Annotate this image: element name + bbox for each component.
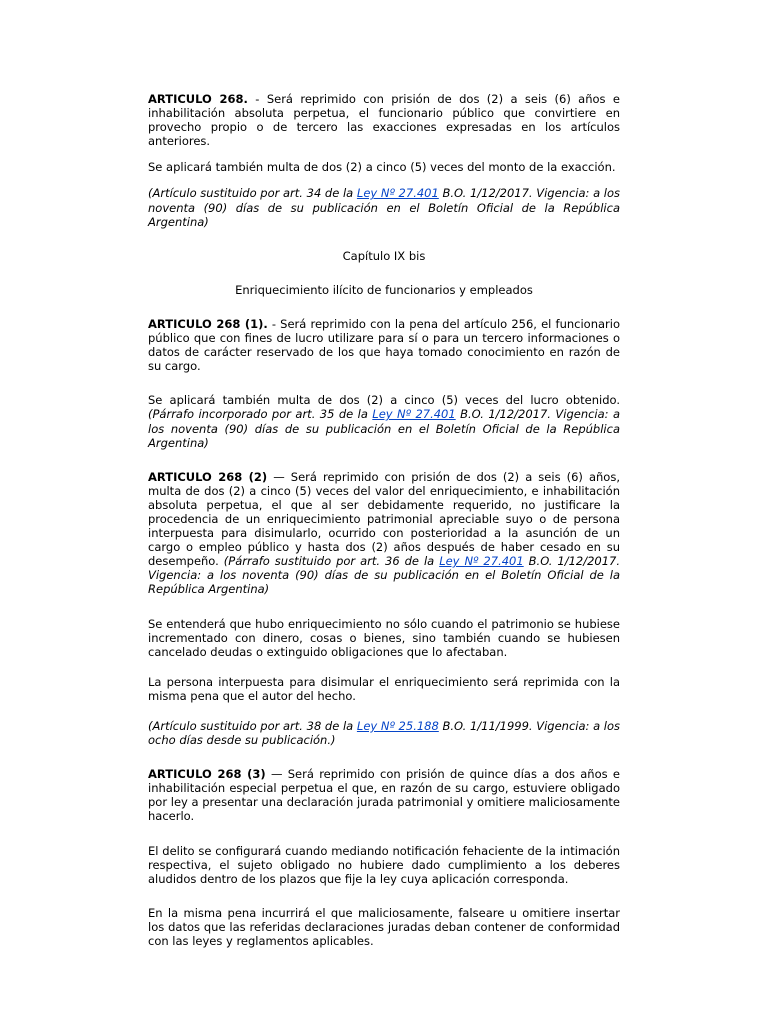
note-text: B.O. 1/11/1999. Vigencia: a los ocho días desde su publicación.): [148, 719, 621, 748]
note-text: (Párrafo sustituido por art. 36 de la: [223, 554, 440, 569]
article-heading: ARTICULO 268.: [148, 92, 248, 106]
note-text: B.O. 1/12/2017. Vigencia: a los noventa (90) días de su publicación en el Boletín Oficial de la República Argentina): [148, 407, 621, 450]
chapter-subtitle: Enriquecimiento ilícito de funcionarios y empleados: [235, 282, 533, 297]
article-text: - Será reprimido con prisión de dos (2) a seis (6) años e inhabilitación absoluta perpetua, el funcionario público que convirtiere en provecho propio o de tercero las exacciones expresadas en los artículos anteriores.: [148, 92, 620, 149]
law-link[interactable]: Ley Nº 27.401: [439, 554, 524, 569]
note-text: (Párrafo incorporado por art. 35 de la: [148, 407, 373, 422]
article-268-3: [148, 767, 620, 823]
article-paragraph: La persona interpuesta para disimular el enriquecimiento será reprimida con la misma pena que el autor del hecho.: [148, 674, 620, 703]
article-268-2: [148, 470, 620, 597]
law-link[interactable]: Ley Nº 27.401: [356, 186, 439, 201]
document-page: [148, 92, 620, 948]
law-link[interactable]: Ley Nº 27.401: [372, 407, 456, 422]
article-paragraph: [148, 393, 620, 449]
article-heading: ARTICULO 268 (3): [148, 767, 266, 782]
article-heading: ARTICULO 268 (1).: [148, 316, 268, 331]
law-link[interactable]: Ley Nº 25.188: [356, 719, 439, 733]
article-paragraph: Se aplicará también multa de dos (2) a cinco (5) veces del monto de la exacción.: [148, 160, 616, 175]
article-text: — Será reprimido con prisión de dos (2) a seis (6) años, multa de dos (2) a cinco (5) veces del valor del enriquecimiento, e inhabilitación absoluta perpetua, el que al ser debidamente requerido, no justificare la procedencia de un enriquecimiento patrimonial apreciable suyo o de persona interpuesta para disimularlo, ocurrido con posterioridad a la asunción de un cargo o empleo público y hasta dos (2) años después de haber cesado en su desempeño.: [148, 469, 620, 569]
article-268: [148, 92, 620, 148]
article-268-1: [148, 317, 620, 373]
article-heading: ARTICULO 268 (2): [148, 469, 268, 484]
article-text: - Será reprimido con la pena del artículo 256, el funcionario público que con fines de lucro utilizare para sí o para un tercero informaciones o datos de carácter reservado de los que haya tomado conocimiento en razón de su cargo.: [148, 316, 620, 374]
note-text: (Artículo sustituido por art. 38 de la: [148, 719, 357, 733]
article-paragraph: Se entenderá que hubo enriquecimiento no sólo cuando el patrimonio se hubiese incrementado con dinero, cosas o bienes, sino también cuando se hubiesen cancelado deudas o extinguido obligaciones que lo afectaban.: [148, 616, 620, 659]
note-text: B.O. 1/12/2017. Vigencia: a los noventa (90) días de su publicación en el Boletín Oficial de la República Argentina): [148, 554, 621, 597]
amendment-note: [148, 719, 620, 747]
note-text: B.O. 1/12/2017. Vigencia: a los noventa (90) días de su publicación en el Boletín Oficial de la República Argentina): [148, 186, 621, 229]
article-paragraph: El delito se configurará cuando mediando notificación fehaciente de la intimación respectiva, el sujeto obligado no hubiere dado cumplimiento a los deberes aludidos dentro de los plazos que fije la ley cuya aplicación corresponda.: [148, 843, 620, 886]
note-text: (Artículo sustituido por art. 34 de la: [148, 186, 357, 201]
chapter-title: Capítulo IX bis: [342, 248, 426, 263]
article-text: — Será reprimido con prisión de quince días a dos años e inhabilitación especial perpetua el que, en razón de su cargo, estuviere obligado por ley a presentar una declaración jurada patrimonial y omitiere maliciosamente hacerlo.: [148, 767, 620, 824]
article-paragraph: En la misma pena incurrirá el que maliciosamente, falseare u omitiere insertar los datos que las referidas declaraciones juradas deban contener de conformidad con las leyes y reglamentos aplicables.: [148, 905, 620, 949]
paragraph-text: Se aplicará también multa de dos (2) a cinco (5) veces del lucro obtenido.: [148, 393, 620, 408]
amendment-note: [148, 186, 620, 228]
